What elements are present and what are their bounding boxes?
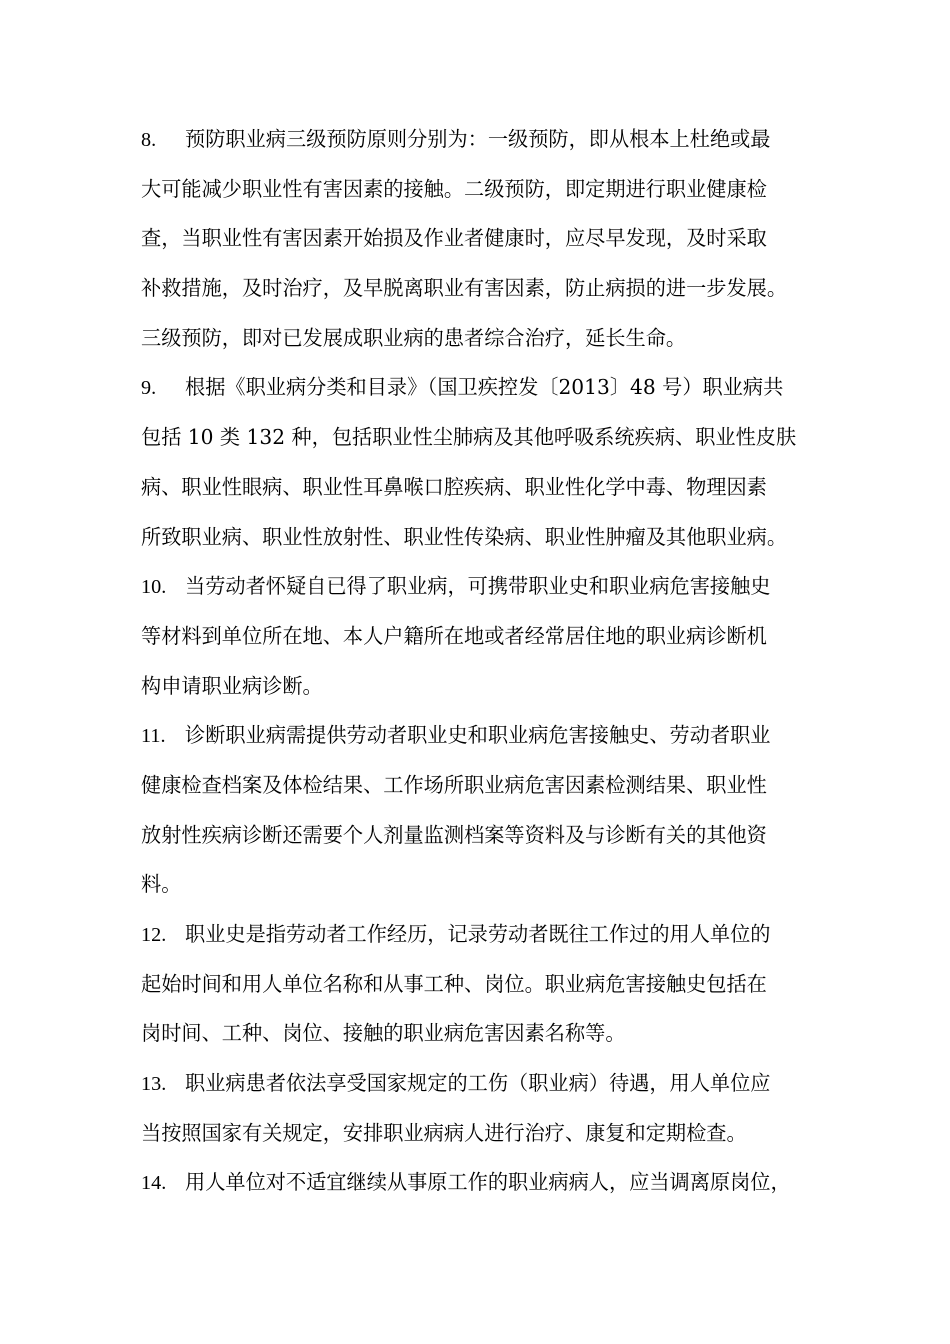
text-line: 岗时间、工种、岗位、接触的职业病危害因素名称等。 [141,1021,626,1046]
item-number: 13. [141,1073,167,1096]
list-item-8 [141,115,821,363]
text-line [141,363,821,413]
text-line: 料。 [141,872,182,897]
item-number: 12. [141,924,167,946]
text-line: 所致职业病、职业性放射性、职业性传染病、职业性肿瘤及其他职业病。 [141,524,788,549]
text-line: 等材料到单位所在地、本人户籍所在地或者经常居住地的职业病诊断机 [141,623,767,648]
text-line [141,1158,821,1208]
text-line [141,115,821,165]
list-item-13 [141,1059,821,1158]
text-line [141,711,821,761]
text-line: 三级预防，即对已发展成职业病的患者综合治疗，延长生命。 [141,325,687,350]
text-line: 构申请职业病诊断。 [141,673,323,698]
line-text: 诊断职业病需提供劳动者职业史和职业病危害接触史、劳动者职业 [185,723,771,748]
line-text: 预防职业病三级预防原则分别为：一级预防，即从根本上杜绝或最 [185,127,771,151]
line-text: 根据《职业病分类和目录》（国卫疾控发〔2013〕48 号）职业病共 [185,375,784,400]
text-line: 病、职业性眼病、职业性耳鼻喉口腔疾病、职业性化学中毒、物理因素 [141,474,767,499]
text-line: 当按照国家有关规定，安排职业病病人进行治疗、康复和定期检查。 [141,1120,747,1145]
item-number: 8. [141,129,157,151]
list-item-14 [141,1158,821,1208]
line-text: 当劳动者怀疑自已得了职业病，可携带职业史和职业病危害接触史 [185,574,771,599]
list-item-11 [141,711,821,910]
text-line: 大可能减少职业性有害因素的接触。二级预防，即定期进行职业健康检 [141,176,767,201]
list-item-9 [141,363,821,562]
list-item-12 [141,910,821,1059]
line-text: 职业病患者依法享受国家规定的工伤（职业病）待遇，用人单位应 [185,1071,771,1096]
text-line: 健康检查档案及体检结果、工作场所职业病危害因素检测结果、职业性 [141,772,767,797]
text-line: 起始时间和用人单位名称和从事工种、岗位。职业病危害接触史包括在 [141,971,767,996]
item-number: 10. [141,576,167,599]
line-text: 用人单位对不适宜继续从事原工作的职业病病人，应当调离原岗位， [185,1170,791,1195]
item-number: 14. [141,1172,167,1195]
text-line: 查，当职业性有害因素开始损及作业者健康时，应尽早发现，及时采取 [141,226,767,251]
text-line [141,910,821,960]
text-line [141,562,821,612]
item-number: 9. [141,377,157,400]
text-line: 放射性疾病诊断还需要个人剂量监测档案等资料及与诊断有关的其他资 [141,822,767,847]
text-line: 补救措施，及时治疗，及早脱离职业有害因素，防止病损的进一步发展。 [141,276,788,301]
text-line [141,1059,821,1109]
line-text: 职业史是指劳动者工作经历，记录劳动者既往工作过的用人单位的 [185,922,771,946]
document-body [141,115,821,1208]
text-line: 包括 10 类 132 种，包括职业性尘肺病及其他呼吸系统疾病、职业性皮肤 [141,425,797,450]
list-item-10 [141,562,821,711]
item-number: 11. [141,725,166,748]
